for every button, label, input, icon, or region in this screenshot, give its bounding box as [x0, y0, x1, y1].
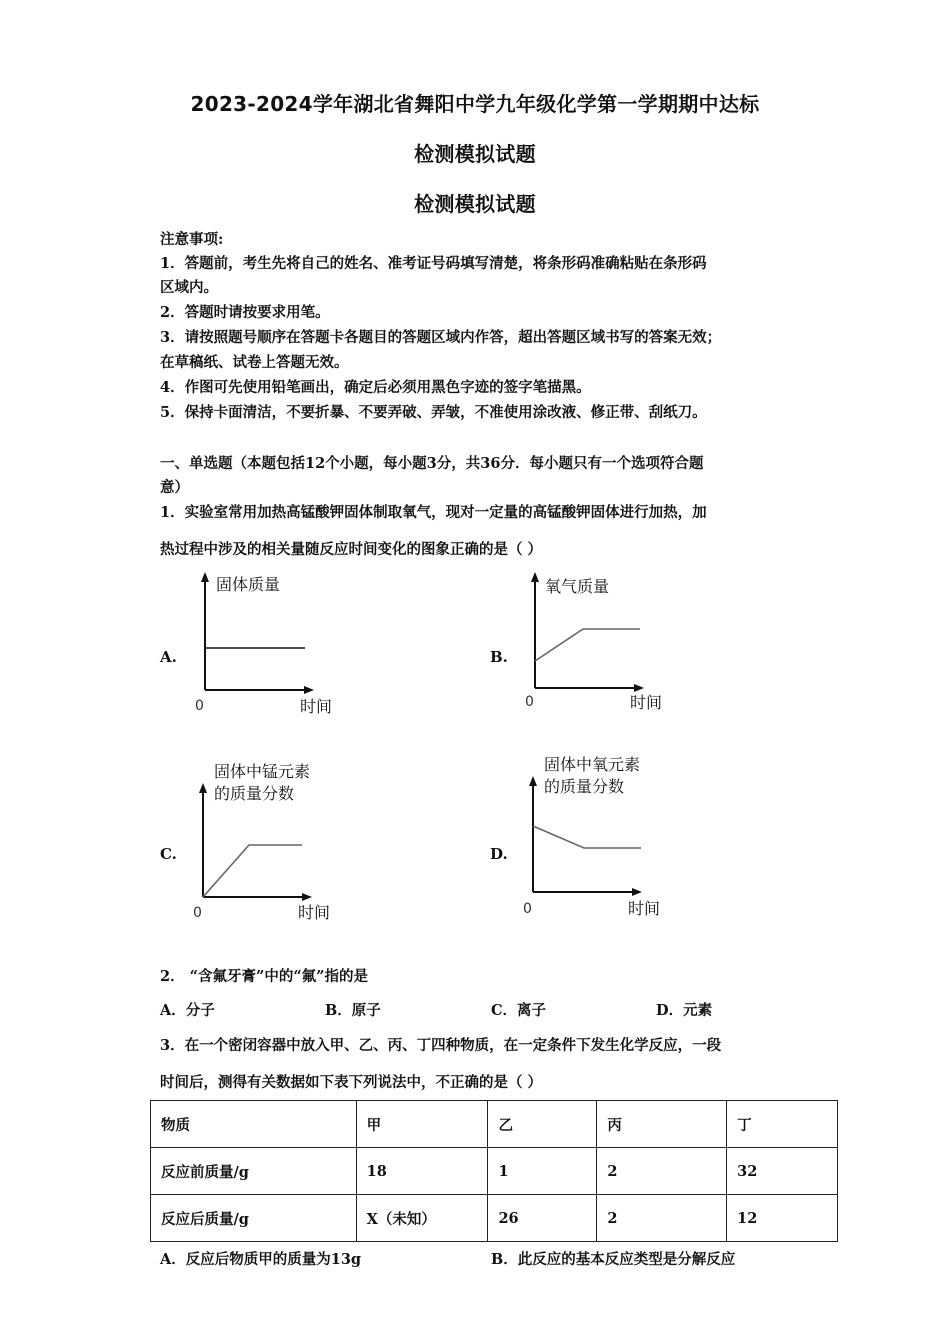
graph-d-y-arrow	[529, 776, 537, 786]
q2-stem: 2． “含氟牙膏”中的“氟”指的是	[160, 968, 368, 985]
graph-c-curve	[203, 845, 302, 897]
graph-a	[180, 570, 370, 720]
table-cell: 2	[597, 1148, 727, 1195]
q3-option-b: B．此反应的基本反应类型是分解反应	[491, 1251, 736, 1268]
notice-item: 4．作图可先使用铅笔画出，确定后必须用黑色字迹的签字笔描黑。	[160, 379, 591, 396]
page-title: 2023-2024学年湖北省舞阳中学九年级化学第一学期期中达标	[190, 92, 760, 116]
graph-c-x-arrow	[302, 893, 312, 901]
table-cell: 反应后质量/g	[151, 1195, 357, 1242]
notice-item: 在草稿纸、试卷上答题无效。	[160, 354, 349, 371]
q2-option-b: B．原子	[325, 1002, 381, 1019]
q3-stem-cont: 时间后，测得有关数据如下表下列说法中，不正确的是（ ）	[160, 1074, 543, 1091]
table-header-cell: 丙	[597, 1101, 727, 1148]
table-header-cell: 甲	[356, 1101, 488, 1148]
q1-option-c-letter: C.	[160, 845, 177, 863]
table-header-cell: 乙	[488, 1101, 597, 1148]
q1-option-d-letter: D.	[490, 845, 508, 863]
page-subtitle: 检测模拟试题	[414, 142, 536, 166]
graph-b-ylabel: 氧气质量	[545, 577, 610, 596]
page-subtitle-repeat: 检测模拟试题	[414, 192, 536, 216]
graph-d-origin: 0	[523, 901, 532, 917]
notice-item: 3．请按照题号顺序在答题卡各题目的答题区域内作答，超出答题区域书写的答案无效；	[160, 329, 722, 346]
table-cell: X（未知）	[356, 1195, 488, 1242]
graph-b-y-arrow	[531, 572, 539, 582]
graph-b-x-arrow	[634, 684, 644, 692]
q2-option-d: D．元素	[656, 1002, 713, 1019]
q2-option-c: C．离子	[491, 1002, 547, 1019]
graph-a-xlabel: 时间	[300, 697, 333, 716]
graph-d-curve	[533, 826, 641, 848]
graph-c-ylabel-line1: 固体中锰元素	[214, 762, 311, 781]
table-header-cell: 物质	[151, 1101, 357, 1148]
table-row	[151, 1195, 838, 1242]
q1-option-a-letter: A.	[160, 648, 177, 666]
graph-d-xlabel: 时间	[628, 899, 661, 918]
notice-heading: 注意事项:	[160, 231, 224, 248]
q3-option-a: A．反应后物质甲的质量为13g	[160, 1251, 362, 1268]
section-heading: 一、单选题（本题包括12个小题，每小题3分，共36分．每小题只有一个选项符合题	[160, 455, 704, 472]
table-cell: 反应前质量/g	[151, 1148, 357, 1195]
section-heading-cont: 意）	[160, 479, 189, 496]
graph-b-origin: 0	[525, 694, 534, 710]
notice-item: 2．答题时请按要求用笔。	[160, 304, 330, 321]
table-cell: 2	[597, 1195, 727, 1242]
graph-a-x-arrow	[304, 686, 314, 694]
graph-b-xlabel: 时间	[630, 693, 663, 712]
graph-c	[178, 755, 378, 925]
graph-d-ylabel-line2: 的质量分数	[544, 777, 625, 796]
graph-d-x-arrow	[632, 888, 642, 896]
graph-a-ylabel: 固体质量	[216, 575, 281, 594]
table-header-row	[151, 1101, 838, 1148]
graph-c-ylabel-line2: 的质量分数	[214, 784, 295, 803]
table-cell: 32	[727, 1148, 838, 1195]
graph-c-origin: 0	[193, 905, 202, 921]
graph-b	[510, 568, 700, 718]
notice-item: 1．答题前，考生先将自己的姓名、准考证号码填写清楚，将条形码准确粘贴在条形码	[160, 255, 707, 272]
q1-stem: 1．实验室常用加热高锰酸钾固体制取氧气，现对一定量的高锰酸钾固体进行加热，加	[160, 504, 707, 521]
table-cell: 12	[727, 1195, 838, 1242]
graph-a-y-arrow	[201, 572, 209, 582]
q1-option-b-letter: B.	[490, 648, 508, 666]
notice-item: 5．保持卡面清洁，不要折暴、不要弄破、弄皱，不准使用涂改液、修正带、刮纸刀。	[160, 404, 707, 421]
q3-data-table	[150, 1100, 838, 1242]
graph-c-xlabel: 时间	[298, 903, 331, 922]
q2-option-a: A．分子	[160, 1002, 215, 1019]
table-cell: 18	[356, 1148, 488, 1195]
graph-d-ylabel-line1: 固体中氧元素	[544, 755, 641, 774]
table-cell: 1	[488, 1148, 597, 1195]
graph-b-curve	[535, 629, 640, 661]
table-header-cell: 丁	[727, 1101, 838, 1148]
q3-stem: 3．在一个密闭容器中放入甲、乙、丙、丁四种物质，在一定条件下发生化学反应，一段	[160, 1037, 722, 1054]
q1-stem-cont: 热过程中涉及的相关量随反应时间变化的图象正确的是（ ）	[160, 541, 543, 558]
graph-c-y-arrow	[199, 783, 207, 793]
notice-item: 区域内。	[160, 279, 218, 296]
graph-a-origin: 0	[195, 698, 204, 714]
graph-d	[508, 750, 708, 920]
table-row	[151, 1148, 838, 1195]
table-cell: 26	[488, 1195, 597, 1242]
